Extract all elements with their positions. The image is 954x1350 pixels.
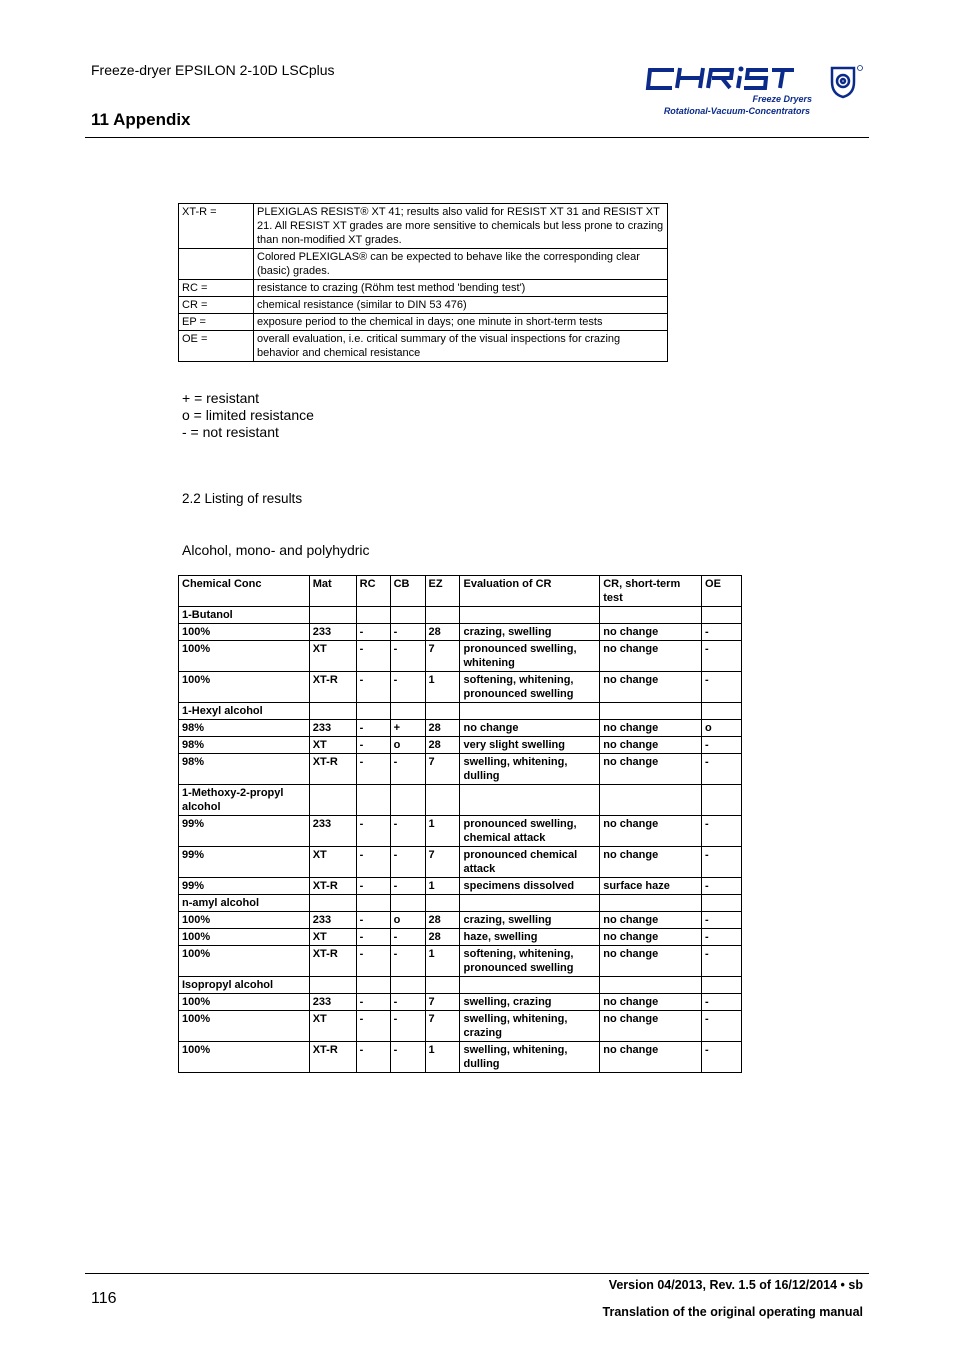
table-cell: XT <box>309 641 356 672</box>
table-cell: no change <box>600 929 702 946</box>
table-cell: pronounced swelling, whitening <box>460 641 600 672</box>
table-cell: - <box>702 912 742 929</box>
table-row <box>179 737 742 754</box>
results-table <box>178 575 742 1073</box>
table-cell: - <box>702 994 742 1011</box>
table-cell: crazing, swelling <box>460 624 600 641</box>
column-header: Evaluation of CR <box>460 576 600 607</box>
abbreviation-legend-table <box>178 203 668 362</box>
table-row <box>179 878 742 895</box>
table-cell <box>600 895 702 912</box>
table-cell: 1 <box>425 946 460 977</box>
table-row <box>179 1042 742 1073</box>
table-cell: - <box>356 994 390 1011</box>
table-row <box>179 912 742 929</box>
table-row <box>179 994 742 1011</box>
table-cell <box>390 785 425 816</box>
symbol-limited-resistance: o = limited resistance <box>182 407 314 423</box>
table-cell: no change <box>600 946 702 977</box>
translation-note: Translation of the original operating manual <box>602 1305 863 1319</box>
table-cell: XT-R <box>309 946 356 977</box>
table-cell: 98% <box>179 737 310 754</box>
table-cell: XT <box>309 1011 356 1042</box>
column-header: Mat <box>309 576 356 607</box>
page-number: 116 <box>91 1290 117 1307</box>
table-cell: - <box>702 737 742 754</box>
table-cell: - <box>356 878 390 895</box>
table-cell: specimens dissolved <box>460 878 600 895</box>
table-cell: - <box>390 672 425 703</box>
legend-key: RC = <box>179 280 254 297</box>
table-row <box>179 624 742 641</box>
table-row <box>179 847 742 878</box>
table-cell: no change <box>460 720 600 737</box>
table-cell: 28 <box>425 912 460 929</box>
table-cell: XT-R <box>309 754 356 785</box>
table-cell: no change <box>600 672 702 703</box>
document-title: Freeze-dryer EPSILON 2-10D LSCplus <box>91 62 335 78</box>
table-cell: + <box>390 720 425 737</box>
table-cell: 7 <box>425 754 460 785</box>
column-header: CB <box>390 576 425 607</box>
table-cell: - <box>702 1011 742 1042</box>
table-cell <box>425 607 460 624</box>
column-header: RC <box>356 576 390 607</box>
legend-key: OE = <box>179 331 254 362</box>
table-cell: no change <box>600 720 702 737</box>
table-cell <box>460 977 600 994</box>
column-header: OE <box>702 576 742 607</box>
table-cell: - <box>702 624 742 641</box>
table-cell: - <box>356 720 390 737</box>
table-cell: no change <box>600 816 702 847</box>
table-cell: 100% <box>179 624 310 641</box>
table-cell: XT-R <box>309 1042 356 1073</box>
section-heading: 11 Appendix <box>91 110 191 129</box>
table-cell: 28 <box>425 624 460 641</box>
table-cell: 100% <box>179 641 310 672</box>
table-row <box>179 929 742 946</box>
table-cell: - <box>702 847 742 878</box>
column-header: CR, short-term test <box>600 576 702 607</box>
table-cell: 233 <box>309 912 356 929</box>
table-cell <box>425 703 460 720</box>
table-cell: - <box>390 847 425 878</box>
table-cell: - <box>390 878 425 895</box>
table-cell: - <box>390 946 425 977</box>
table-cell: 100% <box>179 672 310 703</box>
table-cell <box>425 977 460 994</box>
legend-key <box>179 249 254 280</box>
table-row <box>179 641 742 672</box>
legend-text: overall evaluation, i.e. critical summary of the visual inspections for crazing behavior and chemical resistance <box>254 331 668 362</box>
table-cell: 1 <box>425 1042 460 1073</box>
version-info: Version 04/2013, Rev. 1.5 of 16/12/2014 • sb <box>608 1278 863 1292</box>
results-header-row <box>179 576 742 607</box>
legend-key: CR = <box>179 297 254 314</box>
table-cell: 100% <box>179 1042 310 1073</box>
table-cell: 100% <box>179 1011 310 1042</box>
table-cell: crazing, swelling <box>460 912 600 929</box>
table-cell <box>390 607 425 624</box>
table-cell: swelling, whitening, dulling <box>460 1042 600 1073</box>
table-cell: 7 <box>425 994 460 1011</box>
table-cell: no change <box>600 994 702 1011</box>
table-cell <box>702 607 742 624</box>
table-cell <box>702 785 742 816</box>
chemical-group-row <box>179 785 742 816</box>
table-row <box>179 720 742 737</box>
table-cell <box>309 703 356 720</box>
table-cell <box>702 895 742 912</box>
table-cell <box>600 703 702 720</box>
table-cell: XT <box>309 929 356 946</box>
table-cell: 7 <box>425 1011 460 1042</box>
table-cell: - <box>390 1011 425 1042</box>
table-cell: no change <box>600 737 702 754</box>
table-row <box>179 816 742 847</box>
table-cell: - <box>390 994 425 1011</box>
table-cell: 1 <box>425 878 460 895</box>
table-cell: no change <box>600 912 702 929</box>
legend-key: EP = <box>179 314 254 331</box>
table-cell: 98% <box>179 720 310 737</box>
table-cell: swelling, crazing <box>460 994 600 1011</box>
table-cell: pronounced chemical attack <box>460 847 600 878</box>
column-header: EZ <box>425 576 460 607</box>
table-cell: surface haze <box>600 878 702 895</box>
legend-text: resistance to crazing (Röhm test method 'bending test') <box>254 280 668 297</box>
table-cell: 28 <box>425 929 460 946</box>
table-cell: - <box>702 929 742 946</box>
table-cell: 100% <box>179 912 310 929</box>
legend-row <box>179 280 668 297</box>
column-header: Chemical Conc <box>179 576 310 607</box>
table-row <box>179 946 742 977</box>
table-cell: 233 <box>309 720 356 737</box>
table-cell: no change <box>600 1042 702 1073</box>
logo-tagline-freeze-dryers: Freeze Dryers <box>752 94 812 104</box>
table-cell: 233 <box>309 994 356 1011</box>
table-cell <box>460 607 600 624</box>
logo-tagline-concentrators: Rotational-Vacuum-Concentrators <box>663 106 810 116</box>
table-cell: - <box>702 1042 742 1073</box>
legend-row <box>179 314 668 331</box>
table-cell: - <box>356 1042 390 1073</box>
table-cell: o <box>390 912 425 929</box>
table-cell: - <box>356 737 390 754</box>
table-cell: swelling, whitening, dulling <box>460 754 600 785</box>
table-cell <box>356 703 390 720</box>
table-cell: 7 <box>425 641 460 672</box>
table-cell: no change <box>600 754 702 785</box>
table-cell: - <box>702 754 742 785</box>
table-cell <box>460 703 600 720</box>
table-cell: - <box>390 754 425 785</box>
chemical-group-row <box>179 977 742 994</box>
table-cell: - <box>390 1042 425 1073</box>
table-cell: - <box>390 624 425 641</box>
legend-text: chemical resistance (similar to DIN 53 476) <box>254 297 668 314</box>
table-cell <box>600 977 702 994</box>
table-cell: - <box>702 641 742 672</box>
table-cell <box>460 785 600 816</box>
table-cell: 99% <box>179 847 310 878</box>
table-cell <box>309 977 356 994</box>
table-cell: 100% <box>179 946 310 977</box>
table-cell: - <box>702 816 742 847</box>
table-row <box>179 1011 742 1042</box>
table-cell <box>460 895 600 912</box>
table-cell: Isopropyl alcohol <box>179 977 310 994</box>
table-cell: 100% <box>179 994 310 1011</box>
listing-heading: 2.2 Listing of results <box>182 491 303 506</box>
table-cell: XT-R <box>309 878 356 895</box>
table-cell: o <box>702 720 742 737</box>
table-row <box>179 754 742 785</box>
table-cell <box>600 785 702 816</box>
table-cell: - <box>356 624 390 641</box>
table-cell: - <box>702 672 742 703</box>
table-cell: - <box>356 929 390 946</box>
table-cell: no change <box>600 624 702 641</box>
table-cell <box>356 785 390 816</box>
legend-row <box>179 249 668 280</box>
legend-row <box>179 297 668 314</box>
table-cell: softening, whitening, pronounced swelling <box>460 946 600 977</box>
table-cell: 28 <box>425 720 460 737</box>
table-cell: 1-Methoxy-2-propyl alcohol <box>179 785 310 816</box>
table-cell: 1 <box>425 672 460 703</box>
table-cell: - <box>356 912 390 929</box>
table-cell: no change <box>600 847 702 878</box>
table-cell <box>356 977 390 994</box>
table-cell: softening, whitening, pronounced swelling <box>460 672 600 703</box>
table-cell <box>390 895 425 912</box>
table-cell: 7 <box>425 847 460 878</box>
table-cell: XT-R <box>309 672 356 703</box>
table-cell: - <box>356 847 390 878</box>
table-row <box>179 672 742 703</box>
table-cell <box>309 785 356 816</box>
table-cell <box>600 607 702 624</box>
table-cell <box>356 895 390 912</box>
table-cell: 99% <box>179 816 310 847</box>
table-cell: swelling, whitening, crazing <box>460 1011 600 1042</box>
table-cell: - <box>356 816 390 847</box>
table-cell <box>702 703 742 720</box>
table-cell: 99% <box>179 878 310 895</box>
table-cell: 233 <box>309 816 356 847</box>
table-cell <box>390 703 425 720</box>
symbol-resistant: + = resistant <box>182 390 260 406</box>
table-cell: no change <box>600 641 702 672</box>
chemical-group-row <box>179 703 742 720</box>
legend-row <box>179 204 668 249</box>
header-divider <box>85 137 869 138</box>
table-cell: 28 <box>425 737 460 754</box>
chemical-group-heading: Alcohol, mono- and polyhydric <box>182 542 370 558</box>
table-cell: n-amyl alcohol <box>179 895 310 912</box>
legend-text: exposure period to the chemical in days; one minute in short-term tests <box>254 314 668 331</box>
table-cell: haze, swelling <box>460 929 600 946</box>
legend-row <box>179 331 668 362</box>
table-cell <box>425 895 460 912</box>
footer-divider <box>85 1273 869 1274</box>
table-cell: - <box>390 641 425 672</box>
table-cell <box>309 607 356 624</box>
table-cell: - <box>356 946 390 977</box>
symbol-legend <box>182 390 314 441</box>
legend-text: Colored PLEXIGLAS® can be expected to behave like the corresponding clear (basic) grades. <box>254 249 668 280</box>
table-cell: very slight swelling <box>460 737 600 754</box>
table-cell: XT <box>309 737 356 754</box>
chemical-group-row <box>179 895 742 912</box>
table-cell: 233 <box>309 624 356 641</box>
table-cell: XT <box>309 847 356 878</box>
table-cell: - <box>702 878 742 895</box>
table-cell: - <box>390 929 425 946</box>
table-cell: - <box>356 641 390 672</box>
chemical-group-row <box>179 607 742 624</box>
table-cell: - <box>356 672 390 703</box>
table-cell: 1 <box>425 816 460 847</box>
table-cell: o <box>390 737 425 754</box>
symbol-not-resistant: - = not resistant <box>182 424 279 440</box>
table-cell <box>390 977 425 994</box>
legend-key: XT-R = <box>179 204 254 249</box>
table-cell <box>309 895 356 912</box>
table-cell: - <box>356 754 390 785</box>
table-cell: pronounced swelling, chemical attack <box>460 816 600 847</box>
table-cell <box>356 607 390 624</box>
legend-text: PLEXIGLAS RESIST® XT 41; results also valid for RESIST XT 31 and RESIST XT 21. All RESIST XT grades are more sensitive to chemicals but less prone to crazing than non-modified XT grades. <box>254 204 668 249</box>
table-cell <box>702 977 742 994</box>
table-cell: 1-Hexyl alcohol <box>179 703 310 720</box>
table-cell: 100% <box>179 929 310 946</box>
table-cell: no change <box>600 1011 702 1042</box>
table-cell: 98% <box>179 754 310 785</box>
table-cell <box>425 785 460 816</box>
table-cell: - <box>390 816 425 847</box>
table-cell: 1-Butanol <box>179 607 310 624</box>
table-cell: - <box>356 1011 390 1042</box>
table-cell: - <box>702 946 742 977</box>
